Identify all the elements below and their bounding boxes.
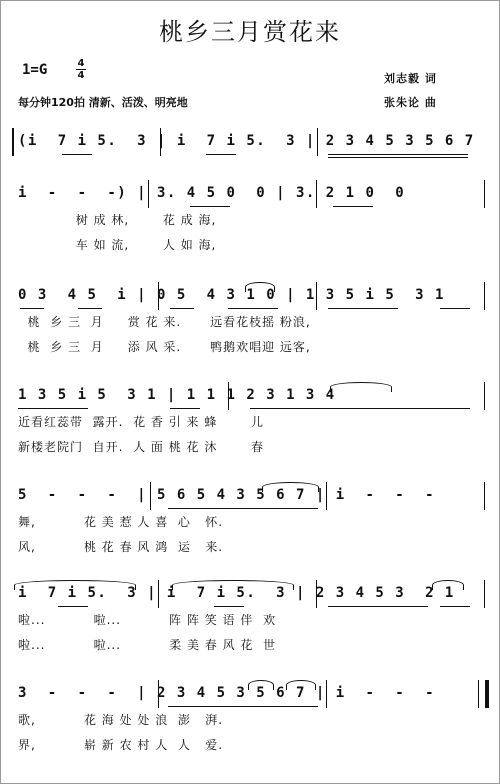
time-signature-bottom: 4 (77, 70, 85, 81)
tempo-marking: 每分钟120拍 清新、活泼、明亮地 (18, 96, 188, 109)
time-signature-top: 4 (77, 58, 85, 69)
lyrics-verse-2: 新楼老院门 自开. 人 面 桃 花 沐 春 (18, 440, 265, 454)
time-signature (74, 58, 88, 81)
key-signature: 1=G (22, 62, 48, 78)
score-system-2 (0, 180, 500, 275)
notes-line-3: 0 3 4 5 i | 0 5 4 3 1 0 | 1 3 5 i 5 3 1 (18, 287, 445, 303)
lyrics-verse-2: 桃 乡 三 月 添 风 采. 鸭鹅欢唱迎 远客, (18, 340, 311, 354)
lyrics-verse-1: 近看红蕊带 露开. 花 香 引 来 蜂 儿 (18, 415, 265, 429)
score-system-7 (0, 680, 500, 775)
lyrics-verse-1: 歌, 花 海 处 处 浪 澎 湃. (18, 713, 224, 727)
song-title: 桃乡三月赏花来 (159, 18, 341, 46)
lyrics-verse-2: 啦... 啦... 柔 美 春 风 花 世 (18, 638, 277, 652)
notes-line-4: 1 3 5 i 5 3 1 | 1 1 1 2 3 1 3 4 (18, 387, 336, 403)
score-system-4 (0, 382, 500, 477)
barline (12, 128, 14, 156)
notes-line-2: i - - -) | 3. 4 5 0 0 | 3. 2 1 0 0 (18, 185, 406, 201)
lyrics-verse-1: 啦... 啦... 阵 阵 笑 语 伴 欢 (18, 613, 277, 627)
composer-credit: 张朱论 曲 (384, 96, 437, 109)
notes-line-7: 3 - - - | 2 3 4 5 3 5 6 7 | i - - - (18, 685, 436, 701)
lyrics-verse-2: 界, 崭 新 农 村 人 人 爱. (18, 738, 224, 752)
notes-line-1: (i 7 i 5. 3 | i 7 i 5. 3 | 2 3 4 5 3 5 6 7 (18, 133, 475, 149)
score-system-5 (0, 482, 500, 577)
lyrics-verse-1: 桃 乡 三 月 赏 花 来. 远看花枝摇 粉浪, (18, 315, 311, 329)
notes-line-6: i 7 i 5. 3 | i 7 i 5. 3 | 2 3 4 5 3 2 1 (18, 585, 455, 601)
notes-line-5: 5 - - - | 5 6 5 4 3 5 6 7 | i - - - (18, 487, 436, 503)
lyrics-verse-1: 舞, 花 美 惹 人 喜 心 怀. (18, 515, 224, 529)
lyricist-credit: 刘志毅 词 (384, 72, 437, 85)
lyrics-verse-2: 风, 桃 花 春 风 鸿 运 来. (18, 540, 224, 554)
score-system-6 (0, 580, 500, 675)
lyrics-verse-2: 车 如 流, 人 如 海, (18, 238, 217, 252)
lyrics-verse-1: 树 成 林, 花 成 海, (18, 213, 217, 227)
score-system-3 (0, 282, 500, 377)
